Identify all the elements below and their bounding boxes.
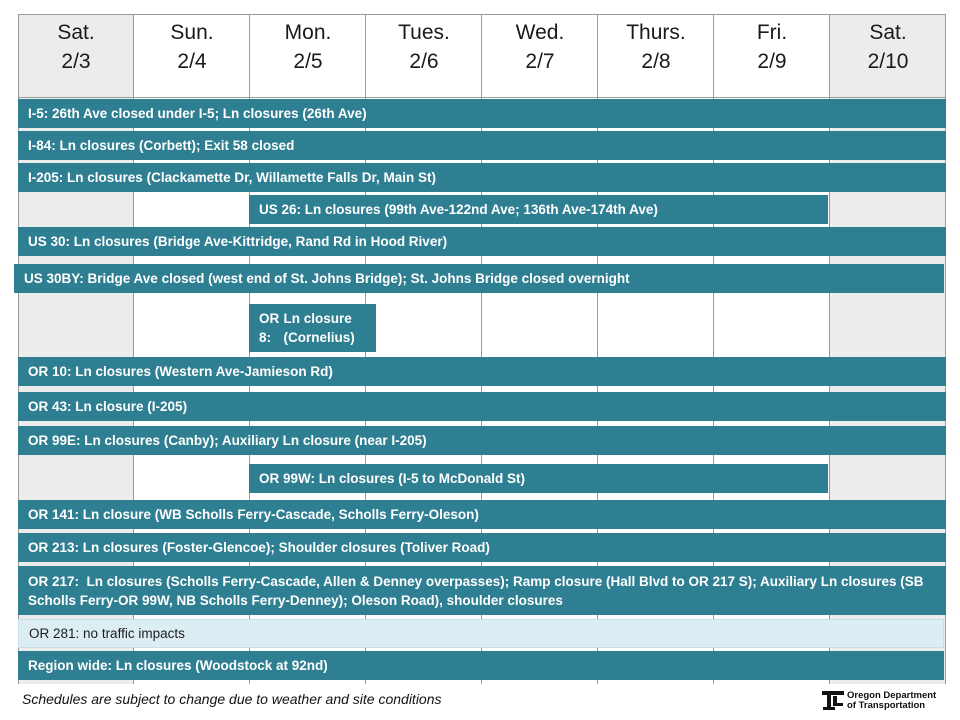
closure-route: OR 281: (29, 626, 80, 641)
day-header (18, 18, 134, 76)
day-name: Sat. (57, 21, 95, 44)
closure-bar-i205 (18, 163, 946, 192)
closure-text: Ln closures (Bridge Ave-Kittridge, Rand Rd in Hood River) (73, 234, 448, 249)
closure-route: Region wide: (28, 658, 112, 673)
day-date: 2/7 (525, 50, 555, 73)
closure-text: Ln closures (Western Ave-Jamieson Rd) (75, 364, 333, 379)
day-header (134, 18, 250, 76)
closure-bar-or141 (18, 500, 946, 529)
closure-route: OR 141: (28, 507, 80, 522)
day-date: 2/3 (61, 50, 91, 73)
closure-text: Ln closures (Woodstock at 92nd) (115, 658, 328, 673)
day-date: 2/6 (409, 50, 439, 73)
day-header (598, 18, 714, 76)
day-name: Mon. (284, 21, 332, 44)
closure-text: Ln closure (Cornelius) (283, 311, 355, 345)
closure-route: OR 10: (28, 364, 72, 379)
schedule-disclaimer: Schedules are subject to change due to weather and site conditions (22, 691, 442, 707)
day-date: 2/4 (177, 50, 207, 73)
closure-route: OR 99W: (259, 471, 316, 486)
closure-text: Ln closures (Clackamette Dr, Willamette Falls Dr, Main St) (67, 170, 437, 185)
day-header (714, 18, 830, 76)
day-name: Thurs. (626, 21, 686, 44)
closure-bar-or43 (18, 392, 946, 421)
closure-bar-or213 (18, 533, 946, 562)
closure-bar-or281 (18, 619, 944, 648)
closure-text: Ln closure (I-205) (75, 399, 188, 414)
odot-logo-icon (822, 690, 844, 712)
day-header (366, 18, 482, 76)
closure-route: US 26: (259, 202, 302, 217)
closure-bar-or10 (18, 357, 946, 386)
day-name: Wed. (515, 21, 565, 44)
logo-line-1: Oregon Department (847, 690, 937, 701)
closure-route: OR 43: (28, 399, 72, 414)
logo-line-2: of Transportation (847, 700, 926, 711)
closure-route: US 30BY: (24, 271, 84, 286)
day-header (250, 18, 366, 76)
closure-bar-us26 (249, 195, 828, 224)
closure-route: OR 8: (259, 311, 280, 345)
closure-text: Ln closures (99th Ave-122nd Ave; 136th Ave-174th Ave) (304, 202, 658, 217)
closure-bar-region-wide (18, 651, 944, 680)
closure-text: Ln closures (I-5 to McDonald St) (318, 471, 526, 486)
closure-text: 26th Ave closed under I-5; Ln closures (26th Ave) (52, 106, 367, 121)
day-date: 2/10 (867, 50, 909, 73)
odot-logo-text (847, 691, 936, 711)
closure-text: Ln closures (Scholls Ferry-Cascade, Allen & Denney overpasses); Ramp closure (Hall Blvd to OR 217 S); Auxiliary Ln closures (SB Scholls Ferry-OR 99W, NB Scholls Ferry-Denney); Oleson Road), shoulder closures (28, 573, 924, 608)
day-name: Tues. (398, 21, 450, 44)
closure-route: I-5: (28, 106, 49, 121)
closure-route: I-205: (28, 170, 64, 185)
closure-text: Ln closures (Foster-Glencoe); Shoulder closures (Toliver Road) (82, 540, 490, 555)
closure-bar-or99w (249, 464, 828, 493)
day-date: 2/8 (641, 50, 671, 73)
closure-text: Ln closures (Corbett); Exit 58 closed (59, 138, 295, 153)
closure-route: OR 217: (28, 573, 80, 589)
day-name: Sun. (170, 21, 214, 44)
closure-bar-us30by (14, 264, 944, 293)
day-name: Fri. (756, 21, 788, 44)
day-header (830, 18, 946, 76)
closure-bar-or99e (18, 426, 946, 455)
closure-text-block (28, 572, 936, 610)
day-date: 2/5 (293, 50, 323, 73)
closure-text: Ln closure (WB Scholls Ferry-Cascade, Scholls Ferry-Oleson) (82, 507, 479, 522)
closure-text: Bridge Ave closed (west end of St. Johns Bridge); St. Johns Bridge closed overnight (87, 271, 630, 286)
closure-text: no traffic impacts (83, 626, 185, 641)
closure-bar-or8 (249, 304, 376, 352)
day-name: Sat. (869, 21, 907, 44)
closure-route: I-84: (28, 138, 56, 153)
closure-bar-i5 (18, 99, 946, 128)
closure-bar-or217 (18, 566, 946, 615)
closure-route: OR 99E: (28, 433, 81, 448)
closure-route: OR 213: (28, 540, 80, 555)
closure-bar-i84 (18, 131, 946, 160)
closure-route: US 30: (28, 234, 71, 249)
odot-logo (822, 688, 942, 714)
day-header (482, 18, 598, 76)
closure-text: Ln closures (Canby); Auxiliary Ln closure (near I-205) (84, 433, 427, 448)
day-date: 2/9 (757, 50, 787, 73)
closure-bar-us30 (18, 227, 946, 256)
